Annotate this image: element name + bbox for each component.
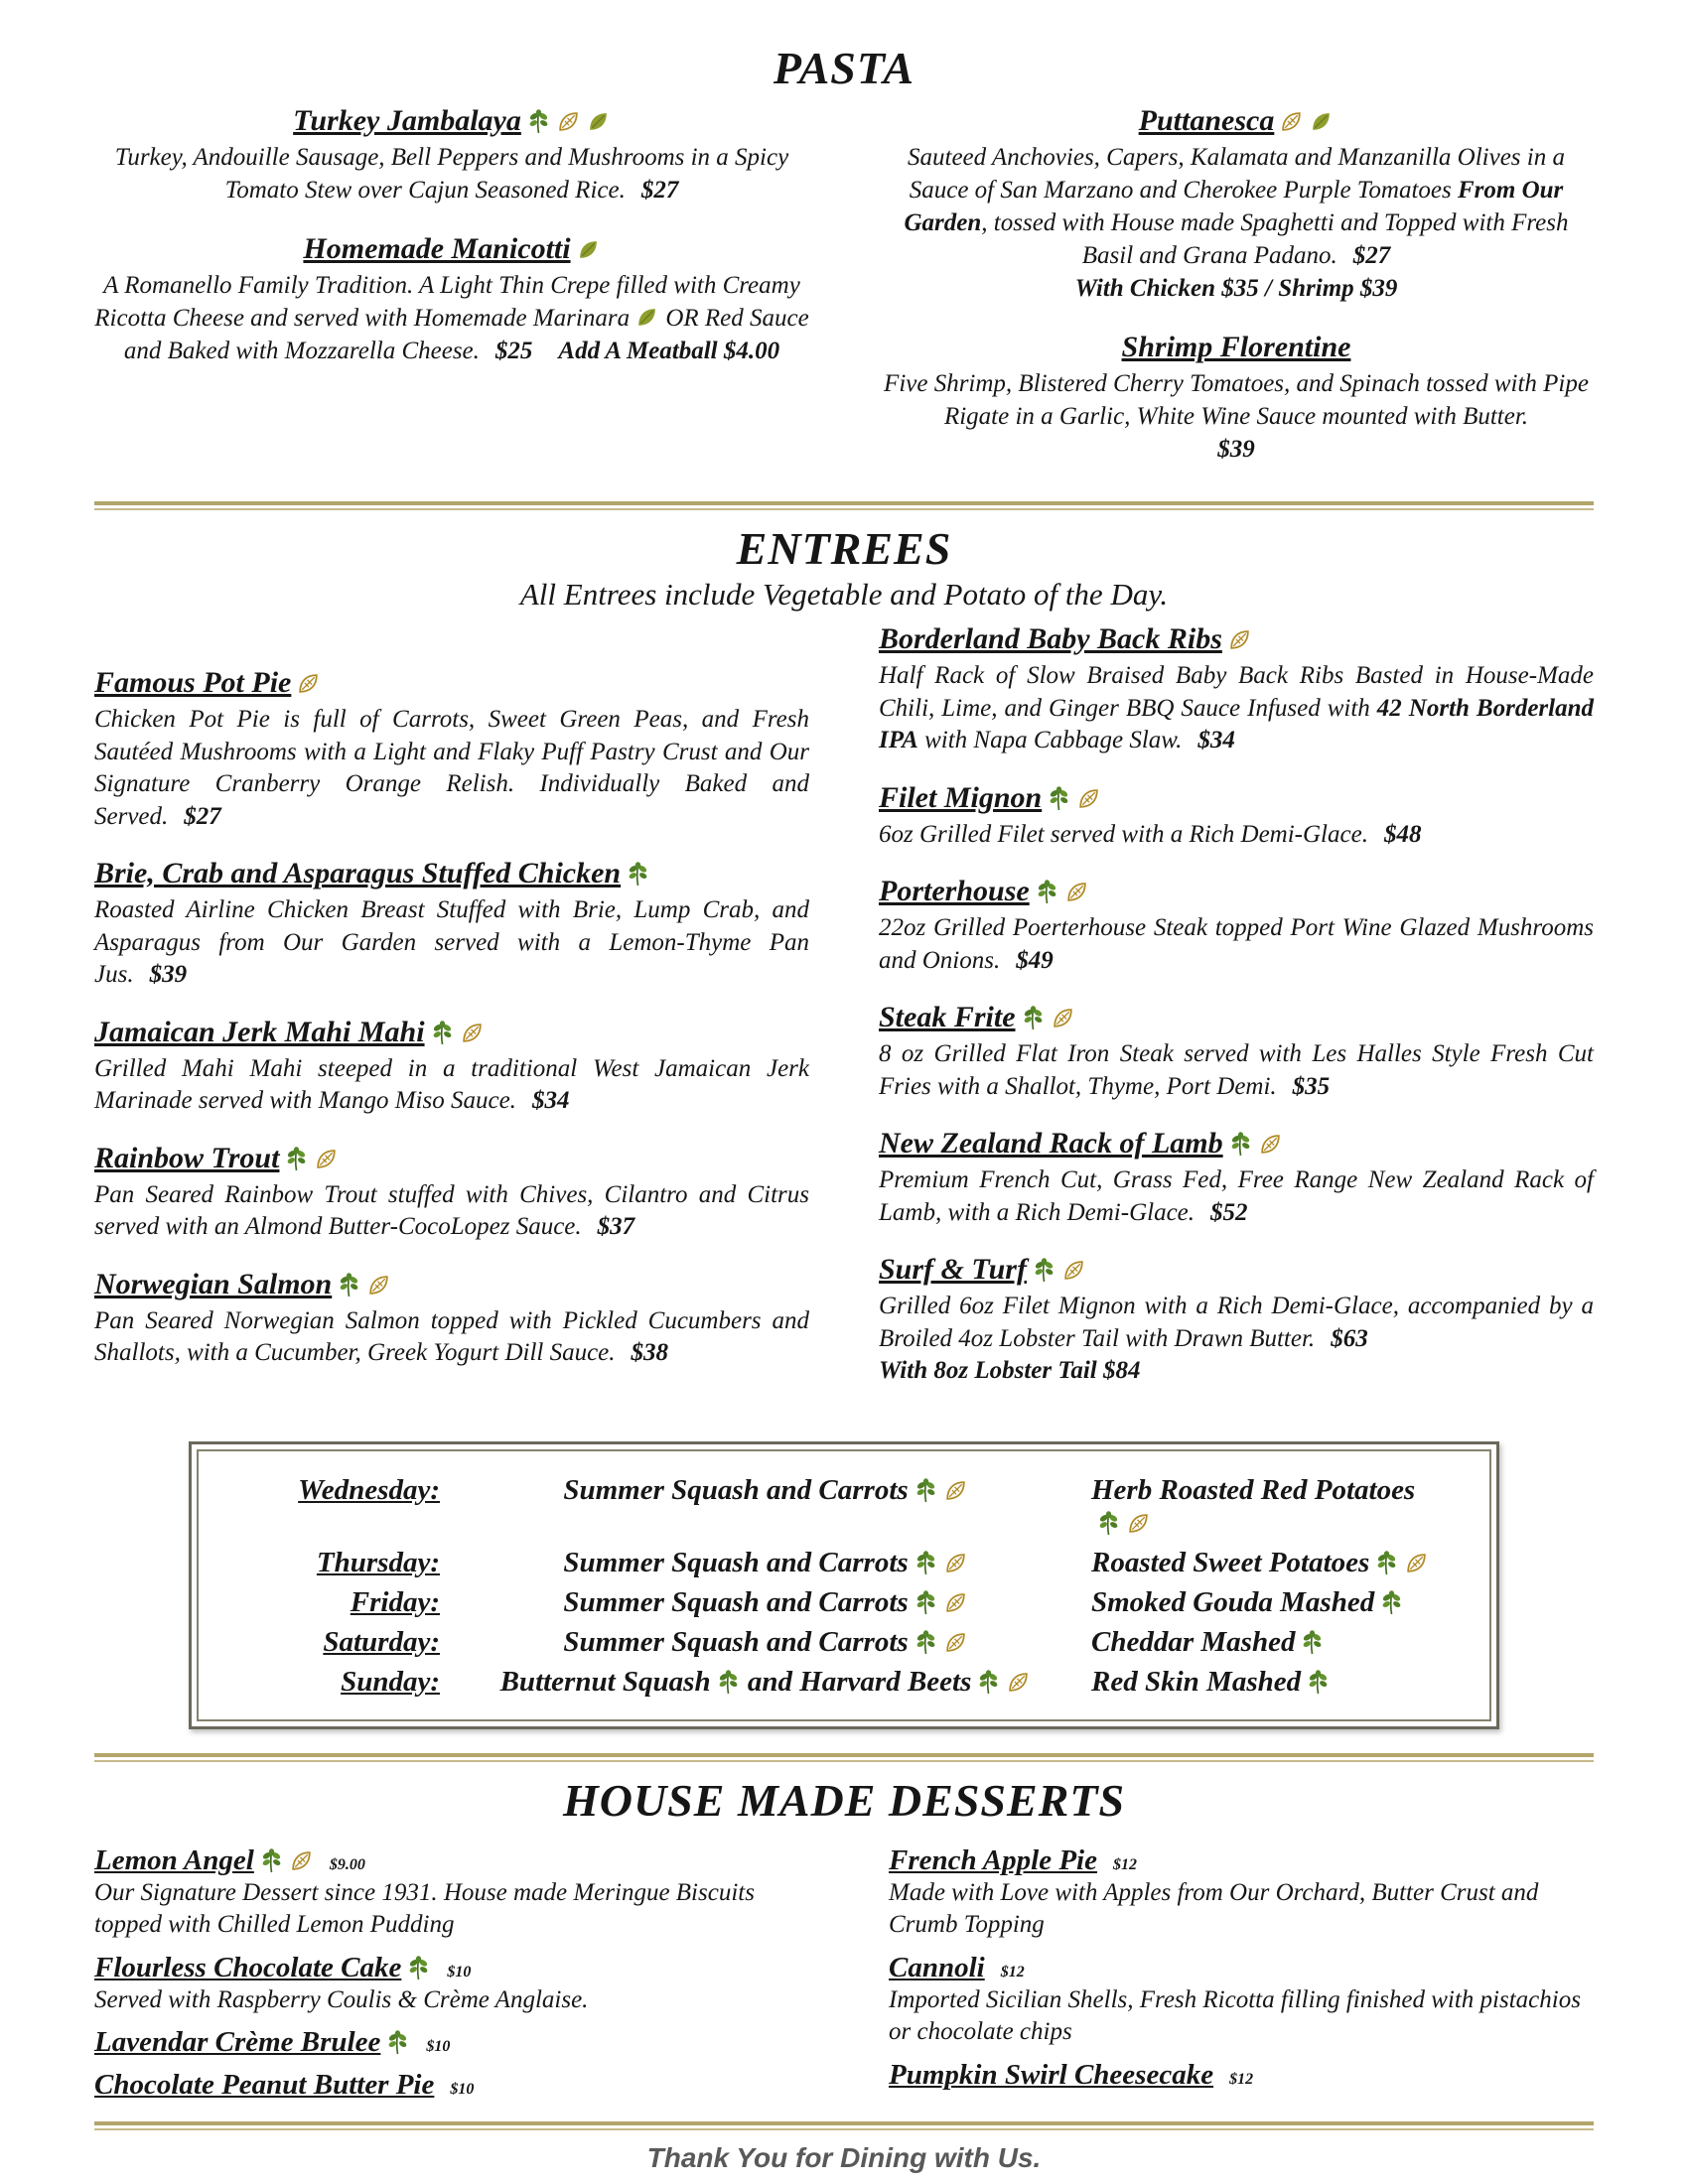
item-description xyxy=(94,894,809,992)
item-name: Lavendar Crème Brulee xyxy=(94,2026,381,2058)
gf-icon xyxy=(1006,1670,1031,1695)
item-icons xyxy=(971,1666,1031,1698)
gf-icon xyxy=(1126,1511,1151,1536)
menu-item-filet-mignon xyxy=(879,781,1594,852)
item-header xyxy=(889,1952,1594,1984)
description-text: OR Red Sauce and Baked with Mozzarella Cheese. xyxy=(123,305,809,364)
sides-potato-text: Smoked Gouda Mashed xyxy=(1091,1585,1375,1618)
item-price: $35 xyxy=(1292,1072,1331,1100)
gf-icon xyxy=(1258,1132,1283,1157)
item-price: $10 xyxy=(426,2038,451,2055)
item-icons xyxy=(425,1028,485,1045)
item-price: $49 xyxy=(1016,946,1054,974)
item-name: Lemon Angel xyxy=(94,1843,254,1876)
item-icons xyxy=(521,117,611,134)
item-icons xyxy=(1301,1666,1331,1698)
description-text: Grilled 6oz Filet Mignon with a Rich Demi-Glace, accompanied by a Broiled 4oz Lobster Tail with Drawn Butter. xyxy=(879,1293,1594,1352)
item-extra: Add A Meatball $4.00 xyxy=(558,338,780,364)
item-header xyxy=(879,104,1594,138)
item-description: Served with Raspberry Coulis & Crème Anglaise. xyxy=(94,1985,589,2013)
sides-day: Wednesday: xyxy=(298,1473,440,1506)
item-icons xyxy=(1027,1266,1086,1283)
sides-vegetable-text: Summer Squash and Carrots xyxy=(563,1546,909,1578)
description-text: A Romanello Family Tradition. A Light Thin Crepe filled with Creamy Ricotta Cheese and served with Homemade Marinara xyxy=(94,272,800,332)
herb-icon xyxy=(1306,1670,1331,1695)
sides-potato-text: Roasted Sweet Potatoes xyxy=(1091,1546,1370,1578)
sides-vegetable xyxy=(468,1586,1063,1619)
item-header xyxy=(94,2026,799,2059)
menu-item-norwegian-salmon xyxy=(94,1268,809,1370)
item-header xyxy=(94,104,809,138)
item-description xyxy=(94,141,809,206)
gf-icon xyxy=(943,1478,968,1503)
item-price: $52 xyxy=(1210,1198,1248,1226)
sides-potato-text: Herb Roasted Red Potatoes xyxy=(1091,1473,1416,1506)
item-price: $63 xyxy=(1331,1324,1368,1352)
menu-item-lavendar-creme-brulee xyxy=(94,2026,799,2059)
item-price: $9.00 xyxy=(329,1855,365,1873)
herb-icon xyxy=(284,1147,309,1171)
gf-icon xyxy=(366,1273,391,1297)
item-price: $25 xyxy=(494,338,533,364)
herb-icon xyxy=(626,862,650,887)
item-icons xyxy=(909,1586,968,1618)
item-name: New Zealand Rack of Lamb xyxy=(879,1127,1223,1160)
description-text: Chicken Pot Pie is full of Carrots, Sweet Green Peas, and Fresh Sautéed Mushrooms with a Light and Flaky Puff Pastry Crust and Our Signature Cranberry Orange Relish. Individually Baked and Served. xyxy=(94,706,809,830)
item-name: Puttanesca xyxy=(1138,104,1275,137)
section-divider xyxy=(94,501,1594,510)
item-price: $38 xyxy=(631,1339,669,1366)
leaf-icon xyxy=(1309,109,1334,134)
item-name: Famous Pot Pie xyxy=(94,666,292,699)
menu-item-famous-pot-pie xyxy=(94,666,809,833)
sides-vegetable-text: Butternut Squash xyxy=(499,1665,711,1698)
herb-icon xyxy=(976,1670,1001,1695)
sides-potato-text: Cheddar Mashed xyxy=(1091,1625,1296,1658)
description-text: Turkey, Andouille Sausage, Bell Peppers and Mushrooms in a Spicy Tomato Stew over Cajun Seasoned Rice. xyxy=(114,144,789,204)
menu-item-surf-and-turf xyxy=(879,1253,1594,1388)
entrees-subtitle: All Entrees include Vegetable and Potato of the Day. xyxy=(519,577,1169,612)
item-header xyxy=(879,331,1594,364)
item-header xyxy=(889,2059,1594,2092)
description-text: Roasted Airline Chicken Breast Stuffed with Brie, Lump Crab, and Asparagus from Our Garden served with a Lemon-Thyme Pan Jus. xyxy=(94,896,809,988)
sides-potato xyxy=(1091,1586,1462,1619)
item-description xyxy=(879,660,1594,757)
item-description xyxy=(94,1179,809,1244)
description-text: with Napa Cabbage Slaw. xyxy=(917,727,1183,753)
item-price: $12 xyxy=(1000,1963,1025,1980)
item-icons xyxy=(711,1666,741,1698)
herb-icon xyxy=(526,109,551,134)
herb-icon xyxy=(1374,1551,1399,1575)
herb-icon xyxy=(914,1630,938,1655)
herb-icon xyxy=(1032,1258,1056,1283)
item-icons xyxy=(1091,1507,1151,1539)
sides-day: Friday: xyxy=(350,1585,440,1618)
description-text: , tossed with House made Spaghetti and Topped with Fresh Basil and Grana Padano. xyxy=(981,209,1569,269)
gf-icon xyxy=(1227,627,1252,652)
menu-item-flourless-chocolate-cake xyxy=(94,1952,799,2017)
item-description: Our Signature Dessert since 1931. House made Meringue Biscuits topped with Chilled Lemon Pudding xyxy=(94,1878,755,1938)
section-divider xyxy=(94,1753,1594,1762)
menu-item-puttanesca xyxy=(879,104,1594,305)
item-header xyxy=(94,1268,809,1301)
description-text: Grilled Mahi Mahi steeped in a traditional West Jamaican Jerk Marinade served with Mango Miso Sauce. xyxy=(94,1054,809,1114)
pasta-section xyxy=(94,42,1594,491)
gf-icon xyxy=(1279,109,1304,134)
gf-icon xyxy=(314,1147,339,1171)
gf-icon xyxy=(1061,1258,1086,1283)
pasta-section-title: PASTA xyxy=(773,43,915,93)
sides-potato xyxy=(1091,1547,1462,1579)
item-header xyxy=(879,1001,1594,1034)
description-bold: 42 North Borderland IPA xyxy=(879,694,1594,753)
herb-icon xyxy=(406,1956,431,1980)
item-icons xyxy=(909,1474,968,1506)
herb-icon xyxy=(1300,1630,1325,1655)
herb-icon xyxy=(914,1478,938,1503)
item-header xyxy=(879,622,1594,656)
item-icons xyxy=(909,1626,968,1658)
menu-item-steak-frite xyxy=(879,1001,1594,1103)
item-icons xyxy=(380,2038,410,2055)
item-icons xyxy=(279,1155,339,1171)
item-icons xyxy=(1222,635,1252,652)
item-name: Surf & Turf xyxy=(879,1253,1027,1286)
item-icons xyxy=(1016,1014,1075,1030)
description-text: 6oz Grilled Filet served with a Rich Demi-Glace. xyxy=(879,820,1368,848)
item-name: Borderland Baby Back Ribs xyxy=(879,622,1222,655)
leaf-icon xyxy=(576,237,601,262)
herb-icon xyxy=(1228,1132,1253,1157)
item-header xyxy=(94,1952,799,1984)
sides-vegetable-text: Summer Squash and Carrots xyxy=(563,1625,909,1658)
item-description xyxy=(94,1053,809,1118)
item-name: Jamaican Jerk Mahi Mahi xyxy=(94,1015,425,1048)
description-text: Sauteed Anchovies, Capers, Kalamata and Manzanilla Olives in a Sauce of San Marzano and Cherokee Purple Tomatoes xyxy=(908,144,1565,204)
item-price: $10 xyxy=(450,2081,475,2098)
item-name: French Apple Pie xyxy=(889,1843,1097,1876)
menu-item-french-apple-pie xyxy=(889,1844,1594,1942)
desserts-right-column xyxy=(889,1844,1594,2113)
item-name: Rainbow Trout xyxy=(94,1141,280,1174)
item-icons xyxy=(1042,794,1101,811)
item-icons xyxy=(1274,117,1334,134)
item-price: $27 xyxy=(640,177,679,204)
item-icons xyxy=(1369,1547,1429,1578)
item-header xyxy=(94,232,809,266)
section-divider xyxy=(94,2121,1594,2130)
item-icons xyxy=(571,245,601,262)
item-description: Imported Sicilian Shells, Fresh Ricotta filling finished with pistachios or chocolate chips xyxy=(889,1985,1581,2045)
item-name: Porterhouse xyxy=(879,875,1030,907)
item-description: Made with Love with Apples from Our Orchard, Butter Crust and Crumb Topping xyxy=(889,1878,1539,1938)
description-bold: From Our Garden xyxy=(904,177,1564,236)
pasta-left-column xyxy=(94,104,809,491)
description-text: 22oz Grilled Poerterhouse Steak topped Port Wine Glazed Mushrooms and Onions. xyxy=(879,914,1594,974)
item-price: $10 xyxy=(447,1963,472,1980)
description-text: Half Rack of Slow Braised Baby Back Ribs Basted in House-Made Chili, Lime, and Ginger BBQ Sauce Infused with xyxy=(879,662,1594,722)
item-header xyxy=(879,1127,1594,1160)
gf-icon xyxy=(289,1848,314,1873)
entrees-section xyxy=(94,522,1594,1412)
gf-icon xyxy=(943,1590,968,1615)
item-name: Filet Mignon xyxy=(879,780,1043,814)
item-name: Norwegian Salmon xyxy=(94,1267,333,1300)
sides-potato xyxy=(1091,1474,1462,1540)
item-price: $34 xyxy=(531,1087,570,1114)
item-description xyxy=(879,912,1594,977)
sides-vegetable-text: and Harvard Beets xyxy=(740,1665,972,1698)
herb-icon xyxy=(1021,1006,1046,1030)
gf-icon xyxy=(556,109,581,134)
description-text: Pan Seared Norwegian Salmon topped with Pickled Cucumbers and Shallots, with a Cucumber, Greek Yogurt Dill Sauce. xyxy=(94,1306,809,1366)
item-header xyxy=(879,875,1594,908)
item-header xyxy=(94,1844,799,1877)
item-description xyxy=(94,1305,809,1370)
menu-item-homemade-manicotti xyxy=(94,232,809,367)
item-name: Flourless Chocolate Cake xyxy=(94,1951,402,1983)
herb-icon xyxy=(430,1021,455,1045)
item-icons xyxy=(1295,1626,1325,1658)
entrees-right-column xyxy=(879,622,1594,1412)
item-icons-inline xyxy=(630,305,659,332)
item-price: $34 xyxy=(1197,727,1235,753)
herb-icon xyxy=(716,1670,741,1695)
item-name: Brie, Crab and Asparagus Stuffed Chicken xyxy=(94,857,622,889)
herb-icon xyxy=(1379,1590,1404,1615)
item-description xyxy=(879,1164,1594,1229)
item-price: $27 xyxy=(1352,242,1391,269)
item-extra: With 8oz Lobster Tail $84 xyxy=(879,1357,1141,1384)
item-icons xyxy=(332,1281,391,1297)
gf-icon xyxy=(1064,880,1089,904)
herb-icon xyxy=(385,2030,410,2055)
item-name: Pumpkin Swirl Cheesecake xyxy=(889,2058,1214,2091)
menu-item-pumpkin-swirl-cheesecake xyxy=(889,2059,1594,2092)
item-header xyxy=(879,1253,1594,1287)
description-text: 8 oz Grilled Flat Iron Steak served with Les Halles Style Fresh Cut Fries with a Shallot, Thyme, Port Demi. xyxy=(879,1040,1594,1100)
item-icons xyxy=(1374,1586,1404,1618)
item-header xyxy=(879,781,1594,815)
description-text: Five Shrimp, Blistered Cherry Tomatoes, and Spinach tossed with Pipe Rigate in a Garlic, White Wine Sauce mounted with Butter. xyxy=(884,370,1589,430)
item-name: Steak Frite xyxy=(879,1001,1016,1033)
sides-row-wednesday xyxy=(226,1474,1462,1540)
item-price: $27 xyxy=(184,802,221,830)
description-text: Pan Seared Rainbow Trout stuffed with Chives, Cilantro and Citrus served with an Almond Butter-CocoLopez Sauce. xyxy=(94,1180,809,1240)
item-icons xyxy=(254,1856,314,1873)
pasta-right-column xyxy=(879,104,1594,491)
gf-icon xyxy=(1404,1551,1429,1575)
item-icons xyxy=(909,1547,968,1578)
sides-day: Sunday: xyxy=(341,1665,440,1698)
menu-item-turkey-jambalaya xyxy=(94,104,809,206)
herb-icon xyxy=(1047,786,1071,811)
sides-vegetable xyxy=(468,1666,1063,1699)
herb-icon xyxy=(914,1551,938,1575)
item-header xyxy=(94,666,809,700)
item-icons xyxy=(621,870,650,887)
menu-item-chocolate-peanut-butter-pie xyxy=(94,2069,799,2102)
menu-item-new-zealand-rack-of-lamb xyxy=(879,1127,1594,1229)
item-description xyxy=(94,704,809,833)
menu-item-cannoli xyxy=(889,1952,1594,2049)
entrees-left-column xyxy=(94,622,809,1412)
item-icons xyxy=(291,679,321,696)
desserts-section-title: HOUSE MADE DESSERTS xyxy=(562,1774,1126,1826)
page-footer: Thank You for Dining with Us. xyxy=(646,2142,1042,2173)
item-header xyxy=(94,857,809,890)
sides-day: Thursday: xyxy=(316,1546,440,1578)
menu-item-porterhouse xyxy=(879,875,1594,977)
gf-icon xyxy=(1051,1006,1075,1030)
leaf-icon xyxy=(586,109,611,134)
gf-icon xyxy=(460,1021,485,1045)
item-name: Chocolate Peanut Butter Pie xyxy=(94,2069,435,2101)
menu-item-rainbow-trout xyxy=(94,1142,809,1244)
menu-item-shrimp-florentine xyxy=(879,331,1594,466)
item-name: Cannoli xyxy=(889,1951,985,1983)
item-description xyxy=(94,269,809,367)
description-text: Premium French Cut, Grass Fed, Free Range New Zealand Rack of Lamb, with a Rich Demi-Glace. xyxy=(879,1166,1594,1226)
herb-icon xyxy=(1035,880,1059,904)
herb-icon xyxy=(1096,1511,1121,1536)
item-header xyxy=(94,1142,809,1175)
item-icons xyxy=(401,1964,431,1980)
item-price: $48 xyxy=(1383,820,1422,848)
sides-row-thursday xyxy=(226,1547,1462,1579)
sides-vegetable-text: Summer Squash and Carrots xyxy=(563,1585,909,1618)
item-header xyxy=(94,2069,799,2102)
item-extra: With Chicken $35 / Shrimp $39 xyxy=(1074,275,1398,302)
gf-icon xyxy=(296,671,321,696)
item-price: $39 xyxy=(1217,436,1255,463)
sides-row-friday xyxy=(226,1586,1462,1619)
gf-icon xyxy=(943,1630,968,1655)
leaf-icon xyxy=(634,305,659,330)
menu-item-brie-crab-asparagus-chicken xyxy=(94,857,809,992)
menu-item-borderland-baby-back-ribs xyxy=(879,622,1594,757)
item-price: $12 xyxy=(1229,2070,1254,2088)
sides-row-sunday xyxy=(226,1666,1462,1699)
herb-icon xyxy=(337,1273,361,1297)
item-icons xyxy=(1223,1140,1283,1157)
sides-vegetable xyxy=(468,1474,1063,1507)
item-name: Turkey Jambalaya xyxy=(293,104,521,137)
item-description xyxy=(879,1291,1594,1388)
item-price: $39 xyxy=(149,961,188,988)
item-price: $37 xyxy=(597,1213,635,1240)
item-name: Shrimp Florentine xyxy=(1121,331,1351,363)
sides-day: Saturday: xyxy=(323,1625,440,1658)
item-header xyxy=(94,1016,809,1049)
sides-potato xyxy=(1091,1666,1462,1699)
daily-sides-table xyxy=(189,1441,1499,1729)
desserts-section xyxy=(94,1774,1594,2113)
menu-item-jamaican-jerk-mahi-mahi xyxy=(94,1016,809,1118)
desserts-left-column xyxy=(94,1844,799,2113)
item-description xyxy=(879,1038,1594,1103)
sides-row-saturday xyxy=(226,1626,1462,1659)
sides-potato xyxy=(1091,1626,1462,1659)
sides-vegetable xyxy=(468,1626,1063,1659)
entrees-section-title: ENTREES xyxy=(736,523,952,574)
sides-vegetable-text: Summer Squash and Carrots xyxy=(563,1473,909,1506)
item-description xyxy=(879,141,1594,305)
item-description xyxy=(879,819,1594,852)
sides-potato-text: Red Skin Mashed xyxy=(1091,1665,1302,1698)
herb-icon xyxy=(914,1590,938,1615)
item-description xyxy=(879,367,1594,466)
item-icons xyxy=(1030,887,1089,904)
gf-icon xyxy=(1076,786,1101,811)
item-price: $12 xyxy=(1112,1855,1137,1873)
menu-item-lemon-angel xyxy=(94,1844,799,1942)
gf-icon xyxy=(943,1551,968,1575)
daily-sides-table-inner xyxy=(197,1449,1491,1721)
herb-icon xyxy=(259,1848,284,1873)
sides-vegetable xyxy=(468,1547,1063,1579)
item-name: Homemade Manicotti xyxy=(303,232,571,265)
item-header xyxy=(889,1844,1594,1877)
